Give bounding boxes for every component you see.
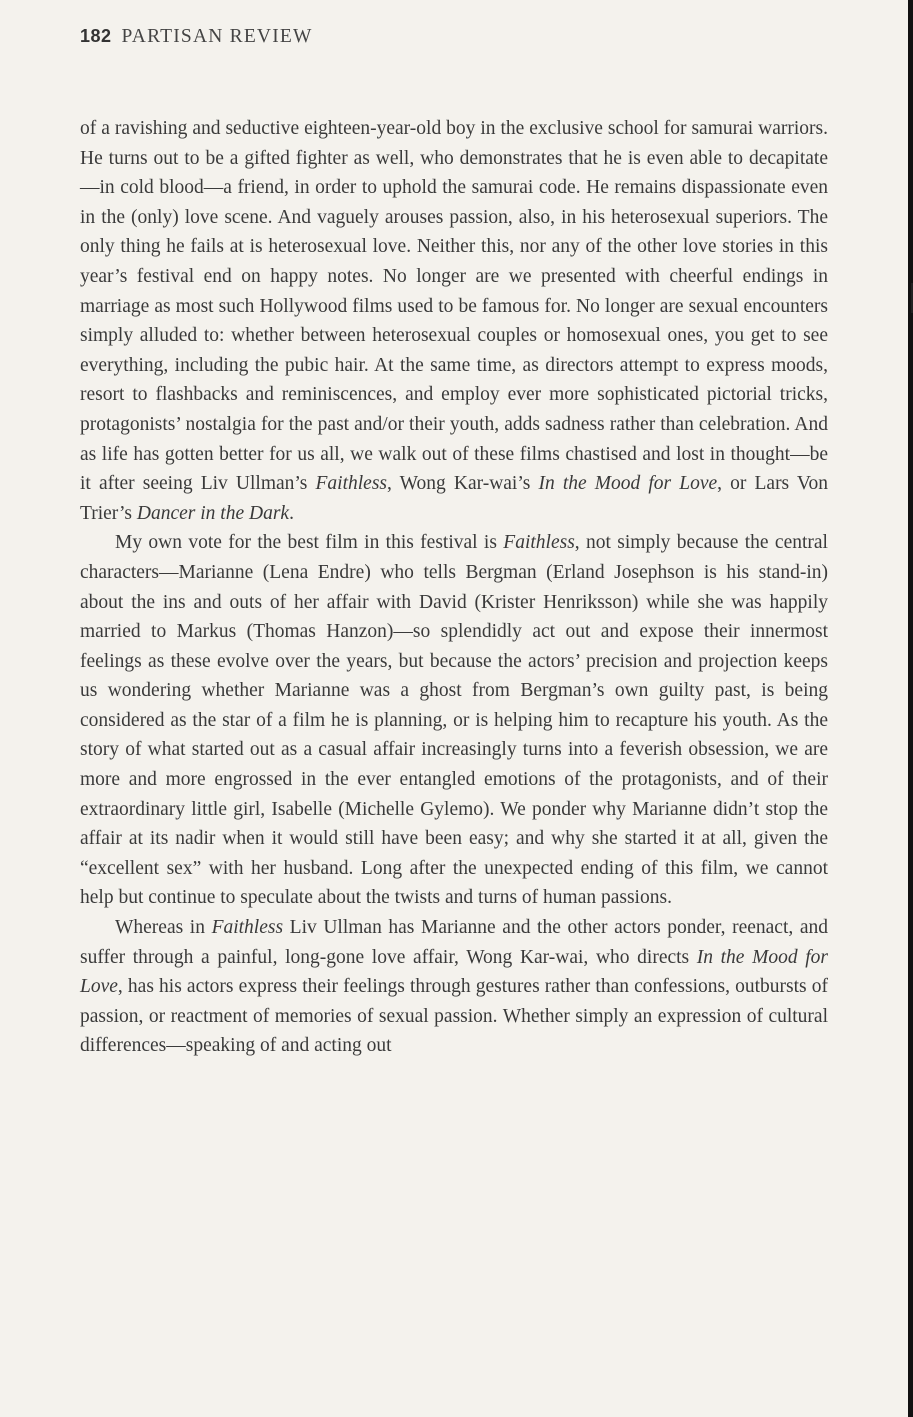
text-run: , has his actors express their feelings through gestures rather than confessions, outbursts of passion, or reactment of memories of sexual passion. Whether simply an expression of cultural differences—speaking of and acting out bbox=[80, 976, 828, 1057]
italic-title-text: Dancer in the Dark bbox=[136, 502, 290, 524]
paragraph bbox=[80, 114, 828, 528]
text-run: Whereas in bbox=[115, 917, 212, 939]
text-run: My own vote for the best film in this festival is bbox=[115, 532, 504, 554]
italic-title-text: Faithless bbox=[503, 532, 575, 554]
italic-title-text: In the Mood for Love bbox=[80, 946, 828, 998]
italic-title-text: Faithless bbox=[315, 473, 388, 495]
journal-title: PARTISAN REVIEW bbox=[121, 26, 313, 47]
italic-title-text: In the Mood for Love bbox=[538, 473, 718, 495]
text-run: Liv Ullman has Marianne and the other actors ponder, reenact, and suffer through a painful, long-gone love affair, Wong Kar-wai, who directs bbox=[80, 917, 829, 968]
paragraph bbox=[80, 528, 828, 913]
text-run: , not simply because the central characters—Marianne (Lena Endre) who tells Bergman (Erland Josephson is his stand-in) about the ins and outs of her affair with David (Krister Henriksson) while she was happily married to Markus (Thomas Hanzon)—so splendidly act out and expose their innermost feelings as these evolve over the years, but because the actors’ precision and projection keeps us wondering whether Marianne was a ghost from Bergman’s own guilty past, is being considered as the star of a film he is planning, or is helping him to recapture his youth. As the story of what started out as a casual affair increasingly turns into a feverish obsession, we are more and more engrossed in the ever entangled emotions of the protagonists, and of their extraordinary little girl, Isabelle (Michelle Gylemo). We ponder why Marianne didn’t stop the affair at its nadir when it would still have been easy; and why she started it at all, given the “excellent sex” with her husband. Long after the unexpected ending of this film, we cannot help but continue to speculate about the twists and turns of human passions. bbox=[80, 532, 828, 909]
page-right-edge bbox=[908, 0, 913, 1417]
text-run: , Wong Kar-wai’s bbox=[387, 473, 539, 495]
text-run: . bbox=[289, 502, 294, 524]
paragraph bbox=[80, 913, 828, 1061]
italic-title-text: Faithless bbox=[211, 917, 284, 939]
page-number: 182 bbox=[80, 26, 112, 46]
text-run: of a ravishing and seductive eighteen-year-old boy in the exclusive school for samurai warriors. He turns out to be a gifted fighter as well, who demonstrates that he is even able to decapitate—in cold blood—a friend, in order to uphold the samurai code. He remains dispassionate even in the (only) love scene. And vaguely arouses passion, also, in his heterosexual superiors. The only thing he fails at is heterosexual love. Neither this, nor any of the other love stories in this year’s festival end on happy notes. No longer are we presented with cheerful endings in marriage as most such Hollywood films used to be famous for. No longer are sexual encounters simply alluded to: whether between heterosexual couples or homosexual ones, you get to see everything, including the pubic hair. At the same time, as directors attempt to express moods, resort to flashbacks and reminiscences, and employ ever more sophisticated pictorial tricks, protagonists’ nostalgia for the past and/or their youth, adds sadness rather than celebration. And as life has gotten better for us all, we walk out of these films chastised and lost in thought—be it after seeing Liv Ullman’s bbox=[80, 118, 828, 495]
running-header bbox=[80, 26, 313, 48]
article-body bbox=[80, 114, 828, 1061]
text-run: , or Lars Von Trier’s bbox=[80, 473, 828, 524]
